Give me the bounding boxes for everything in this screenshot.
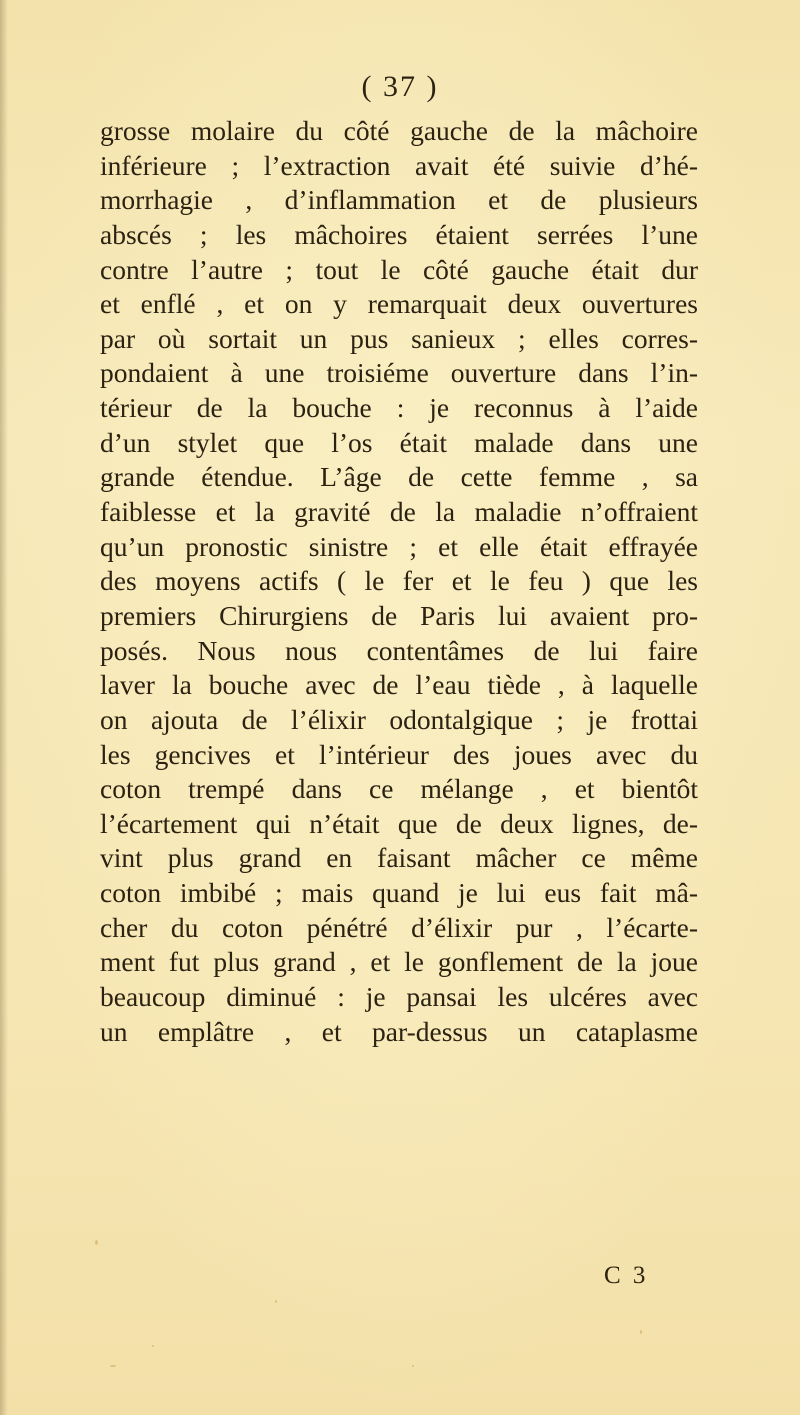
text-line: inférieure ; l’extraction avait été suivie d’hé- (100, 149, 698, 181)
text-line: faiblesse et la gravité de la maladie n’offraient (100, 496, 698, 528)
text-line: cher du coton pénétré d’élixir pur , l’écarte- (100, 911, 698, 943)
text-line: laver la bouche avec de l’eau tiède , à laquelle (100, 669, 698, 701)
text-line: beaucoup diminué : je pansai les ulcéres avec (100, 981, 698, 1013)
text-line: par où sortait un pus sanieux ; elles corres- (100, 322, 698, 354)
text-line: d’un stylet que l’os était malade dans une (100, 426, 698, 458)
text-line: qu’un pronostic sinistre ; et elle était effrayée (100, 530, 698, 562)
paper-speck (412, 1365, 414, 1367)
text-line: pondaient à une troisiéme ouverture dans l’in- (100, 357, 698, 389)
text-line: l’écartement qui n’était que de deux lignes, de- (100, 807, 698, 839)
paper-speck (152, 1345, 154, 1347)
paper-speck (275, 1300, 277, 1303)
paper-speck (95, 1240, 98, 1245)
paper-speck (640, 1330, 642, 1334)
text-line: grosse molaire du côté gauche de la mâchoire (100, 115, 698, 146)
body-text (100, 114, 698, 1049)
text-line: coton imbibé ; mais quand je lui eus fait mâ- (100, 877, 698, 909)
text-line: contre l’autre ; tout le côté gauche était dur (100, 253, 698, 285)
binding-shadow (0, 0, 8, 1415)
text-line: grande étendue. L’âge de cette femme , sa (100, 461, 698, 493)
text-line: posés. Nous nous contentâmes de lui faire (100, 634, 698, 666)
text-line: coton trempé dans ce mélange , et bientôt (100, 773, 698, 805)
text-line: les gencives et l’intérieur des joues avec du (100, 738, 698, 770)
text-line: et enflé , et on y remarquait deux ouvertures (100, 288, 698, 320)
paper-speck (110, 1365, 116, 1367)
text-line: abscés ; les mâchoires étaient serrées l’une (100, 218, 698, 250)
text-line: un emplâtre , et par-dessus un cataplasme (100, 1015, 698, 1047)
text-line: des moyens actifs ( le fer et le feu ) que les (100, 565, 698, 597)
text-line: premiers Chirurgiens de Paris lui avaient pro- (100, 599, 698, 631)
page-number: ( 37 ) (361, 70, 439, 103)
text-line: térieur de la bouche : je reconnus à l’aide (100, 392, 698, 424)
text-line: on ajouta de l’élixir odontalgique ; je frottai (100, 703, 698, 735)
signature-mark: C 3 (604, 1262, 649, 1289)
text-line: morrhagie , d’inflammation et de plusieurs (100, 184, 698, 216)
text-line: vint plus grand en faisant mâcher ce même (100, 842, 698, 874)
text-line: ment fut plus grand , et le gonflement de la joue (100, 946, 698, 978)
